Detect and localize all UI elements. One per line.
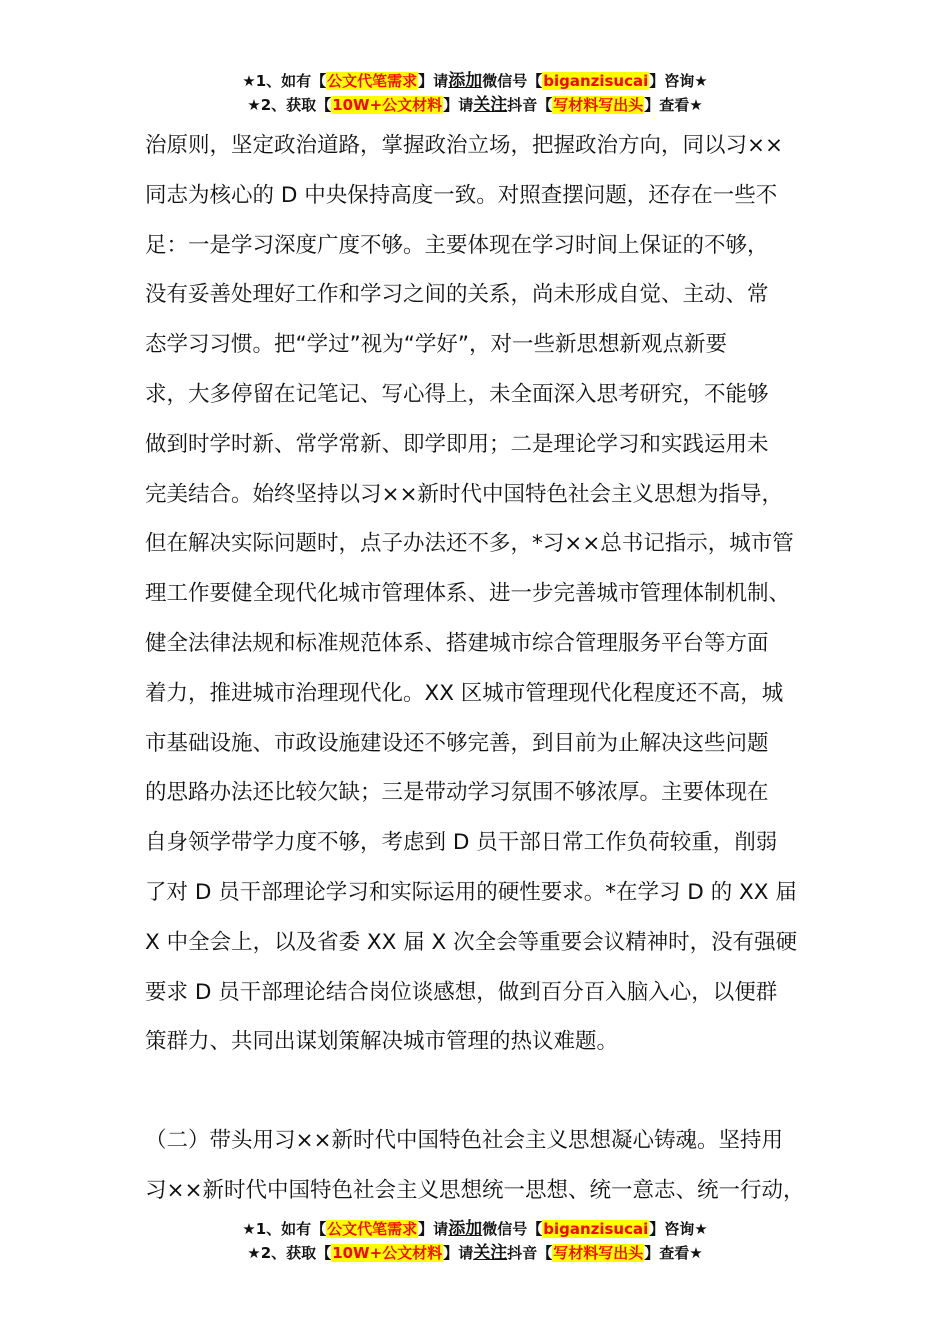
body-line: 同志为核心的 D 中央保持高度一致。对照查摆问题，还存在一些不: [145, 182, 778, 208]
banner-text: 】咨询★: [649, 1220, 708, 1238]
banner-text: 抖音【: [507, 96, 553, 114]
body-line: 了对 D 员干部理论学习和实际运用的硬性要求。*在学习 D 的 XX 届: [145, 879, 797, 905]
banner-wechat-id: biganzisucai: [543, 1220, 649, 1238]
banner-highlight: 公文代笔需求: [327, 1220, 418, 1238]
footer-banner: [0, 1217, 950, 1265]
body-line: X 中全会上，以及省委 XX 届 X 次全会等重要会议精神时，没有强硬: [145, 929, 798, 955]
body-line: 自身领学带学力度不够，考虑到 D 员干部日常工作负荷较重，削弱: [145, 830, 778, 856]
banner-text: 】请: [418, 1220, 449, 1238]
body-line: 要求 D 员干部理论结合岗位谈感想，做到百分百入脑入心，以便群: [145, 979, 778, 1005]
body-line: 市基础设施、市政设施建设还不够完善，到目前为止解决这些问题: [145, 730, 769, 756]
document-body: [145, 121, 825, 1067]
body-line: 健全法律法规和标准规范体系、搭建城市综合管理服务平台等方面: [145, 630, 769, 656]
banner-line-2: [0, 1241, 950, 1265]
body-line: 理工作要健全现代化城市管理体系、进一步完善城市管理体制机制、: [145, 581, 791, 607]
banner-highlight: 公文代笔需求: [327, 72, 418, 90]
banner-underline: 添加: [448, 1219, 483, 1239]
banner-underline: 添加: [448, 71, 483, 91]
banner-text: 】咨询★: [649, 72, 708, 90]
banner-line-1: [0, 69, 950, 93]
banner-text: 微信号【: [482, 72, 543, 90]
banner-douyin-id: 写材料写出头: [553, 1244, 644, 1262]
banner-highlight: 10W+公文材料: [332, 1244, 443, 1262]
banner-text: 微信号【: [482, 1220, 543, 1238]
banner-line-1: [0, 1217, 950, 1241]
section-heading-paragraph: [145, 1116, 835, 1216]
body-line: 策群力、共同出谋划策解决城市管理的热议难题。: [145, 1029, 619, 1055]
body-line: 做到时学时新、常学常新、即学即用；二是理论学习和实践运用未: [145, 431, 769, 457]
banner-line-2: [0, 93, 950, 117]
banner-wechat-id: biganzisucai: [543, 72, 649, 90]
banner-text: ★1、如有【: [242, 1220, 327, 1238]
body-line: 没有妥善处理好工作和学习之间的关系，尚未形成自觉、主动、常: [145, 282, 769, 308]
section-line: （二）带头用习××新时代中国特色社会主义思想凝心铸魂。坚持用: [145, 1128, 784, 1153]
banner-text: 】查看★: [644, 96, 703, 114]
banner-text: ★1、如有【: [242, 72, 327, 90]
banner-text: 抖音【: [507, 1244, 553, 1262]
banner-text: 】请: [443, 1244, 474, 1262]
banner-text: 】请: [418, 72, 449, 90]
banner-text: ★2、获取【: [247, 96, 332, 114]
body-line: 完美结合。始终坚持以习××新时代中国特色社会主义思想为指导，: [145, 481, 784, 507]
header-banner: [0, 69, 950, 117]
banner-underline: 关注: [473, 1243, 508, 1263]
body-line: 态学习习惯。把“学过”视为“学好”，对一些新思想新观点新要: [145, 332, 728, 358]
body-line: 但在解决实际问题时，点子办法还不多，*习××总书记指示，城市管: [145, 531, 794, 557]
banner-highlight: 10W+公文材料: [332, 96, 443, 114]
banner-text: 】查看★: [644, 1244, 703, 1262]
body-line: 求，大多停留在记笔记、写心得上，未全面深入思考研究，不能够: [145, 381, 769, 407]
section-line: 习××新时代中国特色社会主义思想统一思想、统一意志、统一行动，: [145, 1177, 805, 1203]
body-line: 足：一是学习深度广度不够。主要体现在学习时间上保证的不够，: [145, 232, 769, 258]
banner-douyin-id: 写材料写出头: [553, 96, 644, 114]
banner-text: 】请: [443, 96, 474, 114]
body-line: 着力，推进城市治理现代化。XX 区城市管理现代化程度还不高，城: [145, 680, 784, 706]
banner-underline: 关注: [473, 95, 508, 115]
banner-text: ★2、获取【: [247, 1244, 332, 1262]
body-line: 的思路办法还比较欠缺；三是带动学习氛围不够浓厚。主要体现在: [145, 780, 769, 806]
body-line: 治原则，坚定政治道路，掌握政治立场，把握政治方向，同以习××: [145, 133, 784, 158]
